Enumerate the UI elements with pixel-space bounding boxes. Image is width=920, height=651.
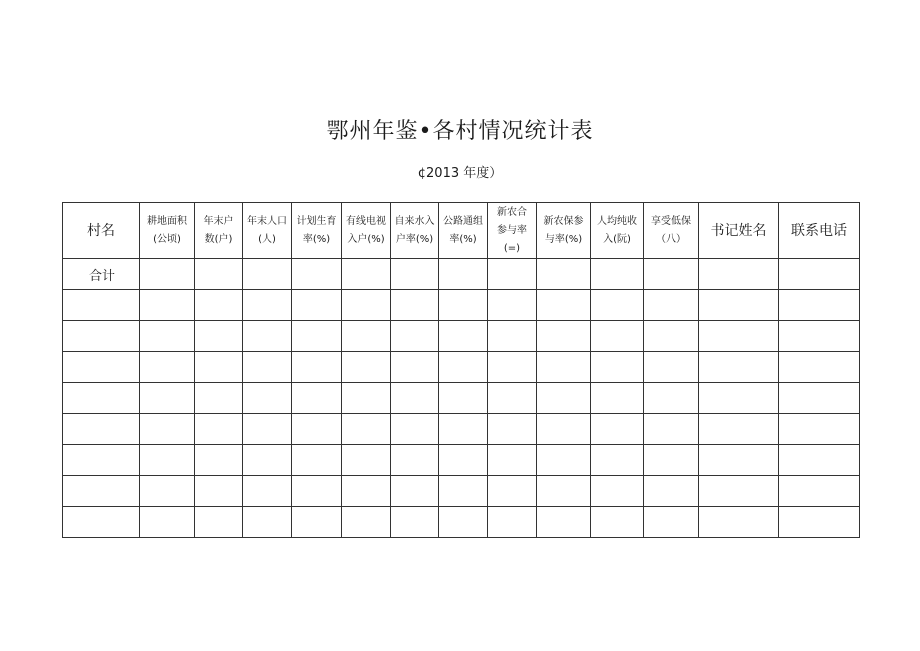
table-cell — [439, 321, 488, 352]
table-cell — [644, 476, 699, 507]
table-cell — [779, 290, 860, 321]
table-row — [63, 476, 860, 507]
table-cell — [195, 476, 243, 507]
table-cell — [779, 383, 860, 414]
column-header-text: (人) — [258, 233, 276, 245]
table-cell — [439, 383, 488, 414]
table-cell — [779, 321, 860, 352]
table-cell — [140, 445, 195, 476]
table-cell — [537, 445, 591, 476]
table-cell — [537, 352, 591, 383]
table-cell — [439, 414, 488, 445]
table-cell — [243, 290, 292, 321]
table-cell — [699, 383, 779, 414]
column-header-text: 计划生育 — [296, 215, 337, 227]
table-cell — [439, 290, 488, 321]
table-cell — [391, 445, 439, 476]
table-cell — [292, 383, 342, 414]
table-cell — [342, 476, 391, 507]
table-cell — [391, 507, 439, 538]
table-cell — [439, 259, 488, 290]
table-cell — [591, 414, 644, 445]
column-header-text: 户率(%) — [395, 233, 434, 245]
column-header — [391, 203, 439, 259]
table-cell — [63, 290, 140, 321]
table-cell — [439, 445, 488, 476]
table-cell — [140, 383, 195, 414]
table-cell — [591, 259, 644, 290]
column-header-text: 入户(%) — [347, 233, 385, 245]
table-cell — [644, 259, 699, 290]
column-header-text: 新农保参 — [543, 215, 584, 227]
table-cell — [63, 383, 140, 414]
document-subtitle: ¢2013 年度） — [417, 166, 503, 181]
column-header-text: 率(%) — [449, 233, 477, 245]
column-header-text: 与率(%) — [544, 233, 583, 245]
table-cell — [439, 476, 488, 507]
table-cell — [342, 259, 391, 290]
table-cell — [488, 321, 537, 352]
column-header-text: 耕地面积 — [147, 215, 187, 227]
table-cell — [439, 507, 488, 538]
table-cell — [292, 290, 342, 321]
column-header-text: 入(阮) — [603, 233, 631, 245]
table-cell — [342, 507, 391, 538]
table-cell — [699, 259, 779, 290]
table-cell — [537, 321, 591, 352]
table-cell — [195, 507, 243, 538]
table-row — [63, 414, 860, 445]
column-header-text: 新农合 — [497, 206, 527, 218]
column-header — [439, 203, 488, 259]
table-cell — [488, 290, 537, 321]
table-cell — [439, 352, 488, 383]
column-header — [537, 203, 591, 259]
table-cell — [243, 476, 292, 507]
column-header — [699, 203, 779, 259]
table-row — [63, 321, 860, 352]
column-header — [63, 203, 140, 259]
table-cell — [591, 290, 644, 321]
table-cell — [243, 445, 292, 476]
table-cell — [292, 321, 342, 352]
table-cell — [591, 321, 644, 352]
table-cell — [243, 259, 292, 290]
column-header-text: 自来水入 — [394, 215, 435, 227]
table-cell — [342, 414, 391, 445]
table-cell — [63, 507, 140, 538]
column-header-text: 参与率 — [497, 224, 527, 236]
table-cell — [391, 414, 439, 445]
table-cell — [779, 259, 860, 290]
table-cell — [292, 259, 342, 290]
table-cell — [140, 321, 195, 352]
table-cell — [699, 352, 779, 383]
table-cell — [292, 414, 342, 445]
table-cell — [591, 507, 644, 538]
column-header — [591, 203, 644, 259]
table-cell — [140, 507, 195, 538]
column-header — [342, 203, 391, 259]
table-cell — [195, 290, 243, 321]
table-cell — [488, 259, 537, 290]
table-cell — [591, 383, 644, 414]
table-cell — [243, 321, 292, 352]
table-cell — [140, 259, 195, 290]
table-cell — [591, 476, 644, 507]
column-header-text: 村名 — [87, 222, 115, 239]
table-cell — [644, 321, 699, 352]
table-cell — [342, 321, 391, 352]
table-cell — [537, 383, 591, 414]
table-cell — [644, 290, 699, 321]
column-header — [243, 203, 292, 259]
table-cell — [243, 507, 292, 538]
table-cell — [488, 414, 537, 445]
table-cell — [488, 445, 537, 476]
table-cell — [644, 507, 699, 538]
table-cell — [63, 476, 140, 507]
table-cell — [779, 445, 860, 476]
table-cell — [699, 445, 779, 476]
table-cell — [779, 507, 860, 538]
table-cell — [391, 259, 439, 290]
table-cell — [292, 476, 342, 507]
table-cell — [63, 352, 140, 383]
table-cell — [391, 290, 439, 321]
column-header-text: 数(户) — [204, 233, 233, 245]
table-cell — [391, 352, 439, 383]
table-cell — [243, 352, 292, 383]
table-cell — [195, 352, 243, 383]
column-header-text: 书记姓名 — [710, 222, 767, 239]
table-cell — [699, 476, 779, 507]
column-header — [195, 203, 243, 259]
table-cell: 合计 — [63, 259, 140, 290]
table-body — [63, 259, 860, 538]
table-cell — [488, 507, 537, 538]
table-cell — [644, 445, 699, 476]
table-cell — [195, 445, 243, 476]
column-header-text: (公顷) — [153, 233, 181, 245]
column-header-text: 年末户 — [203, 215, 234, 227]
table-cell — [63, 414, 140, 445]
column-header-text: 年末人口 — [247, 215, 287, 227]
table-cell — [195, 414, 243, 445]
table-cell — [644, 414, 699, 445]
column-header-text: (=) — [503, 242, 521, 254]
document-title: 鄂州年鉴•各村情况统计表 — [326, 119, 594, 144]
column-header — [779, 203, 860, 259]
table-cell — [779, 414, 860, 445]
table-cell — [195, 321, 243, 352]
column-header-text: 公路通组 — [443, 215, 483, 227]
table-cell — [243, 383, 292, 414]
column-header-text: （八） — [656, 233, 686, 245]
table-cell — [342, 445, 391, 476]
table-row — [63, 352, 860, 383]
table-cell — [63, 445, 140, 476]
village-stats-table — [62, 202, 860, 538]
table-cell — [140, 290, 195, 321]
table-cell — [488, 383, 537, 414]
column-header-text: 人均纯收 — [597, 215, 637, 227]
column-header-text: 享受低保 — [651, 215, 691, 227]
table-cell — [779, 352, 860, 383]
column-header — [140, 203, 195, 259]
table-cell — [292, 507, 342, 538]
table-cell — [195, 383, 243, 414]
table-cell — [699, 321, 779, 352]
table-cell — [342, 290, 391, 321]
table-row — [63, 507, 860, 538]
table-cell — [537, 476, 591, 507]
table-cell — [63, 321, 140, 352]
table-cell — [195, 259, 243, 290]
column-header — [292, 203, 342, 259]
table-cell — [140, 352, 195, 383]
table-cell — [488, 352, 537, 383]
table-cell — [591, 352, 644, 383]
table-cell — [699, 507, 779, 538]
column-header — [488, 203, 537, 259]
table-cell — [342, 383, 391, 414]
column-header-text: 联系电话 — [791, 222, 847, 239]
table-cell — [591, 445, 644, 476]
column-header-text: 率(%) — [302, 233, 331, 245]
table-cell — [537, 290, 591, 321]
table-row — [63, 445, 860, 476]
table-cell — [537, 414, 591, 445]
table-cell — [537, 259, 591, 290]
column-header-text: 有线电视 — [346, 215, 386, 227]
table-cell — [292, 445, 342, 476]
table-cell — [342, 352, 391, 383]
table-cell — [140, 414, 195, 445]
table-cell — [391, 383, 439, 414]
header-row — [63, 203, 860, 259]
table-cell — [699, 414, 779, 445]
table-cell — [243, 414, 292, 445]
table-cell — [292, 352, 342, 383]
table-cell — [537, 507, 591, 538]
table-cell — [779, 476, 860, 507]
table-row — [63, 383, 860, 414]
table-cell — [644, 352, 699, 383]
table-cell — [391, 476, 439, 507]
table-cell — [488, 476, 537, 507]
table-row — [63, 259, 860, 290]
table-cell — [644, 383, 699, 414]
table-row — [63, 290, 860, 321]
table-cell — [391, 321, 439, 352]
table-cell — [140, 476, 195, 507]
column-header — [644, 203, 699, 259]
table-cell — [699, 290, 779, 321]
